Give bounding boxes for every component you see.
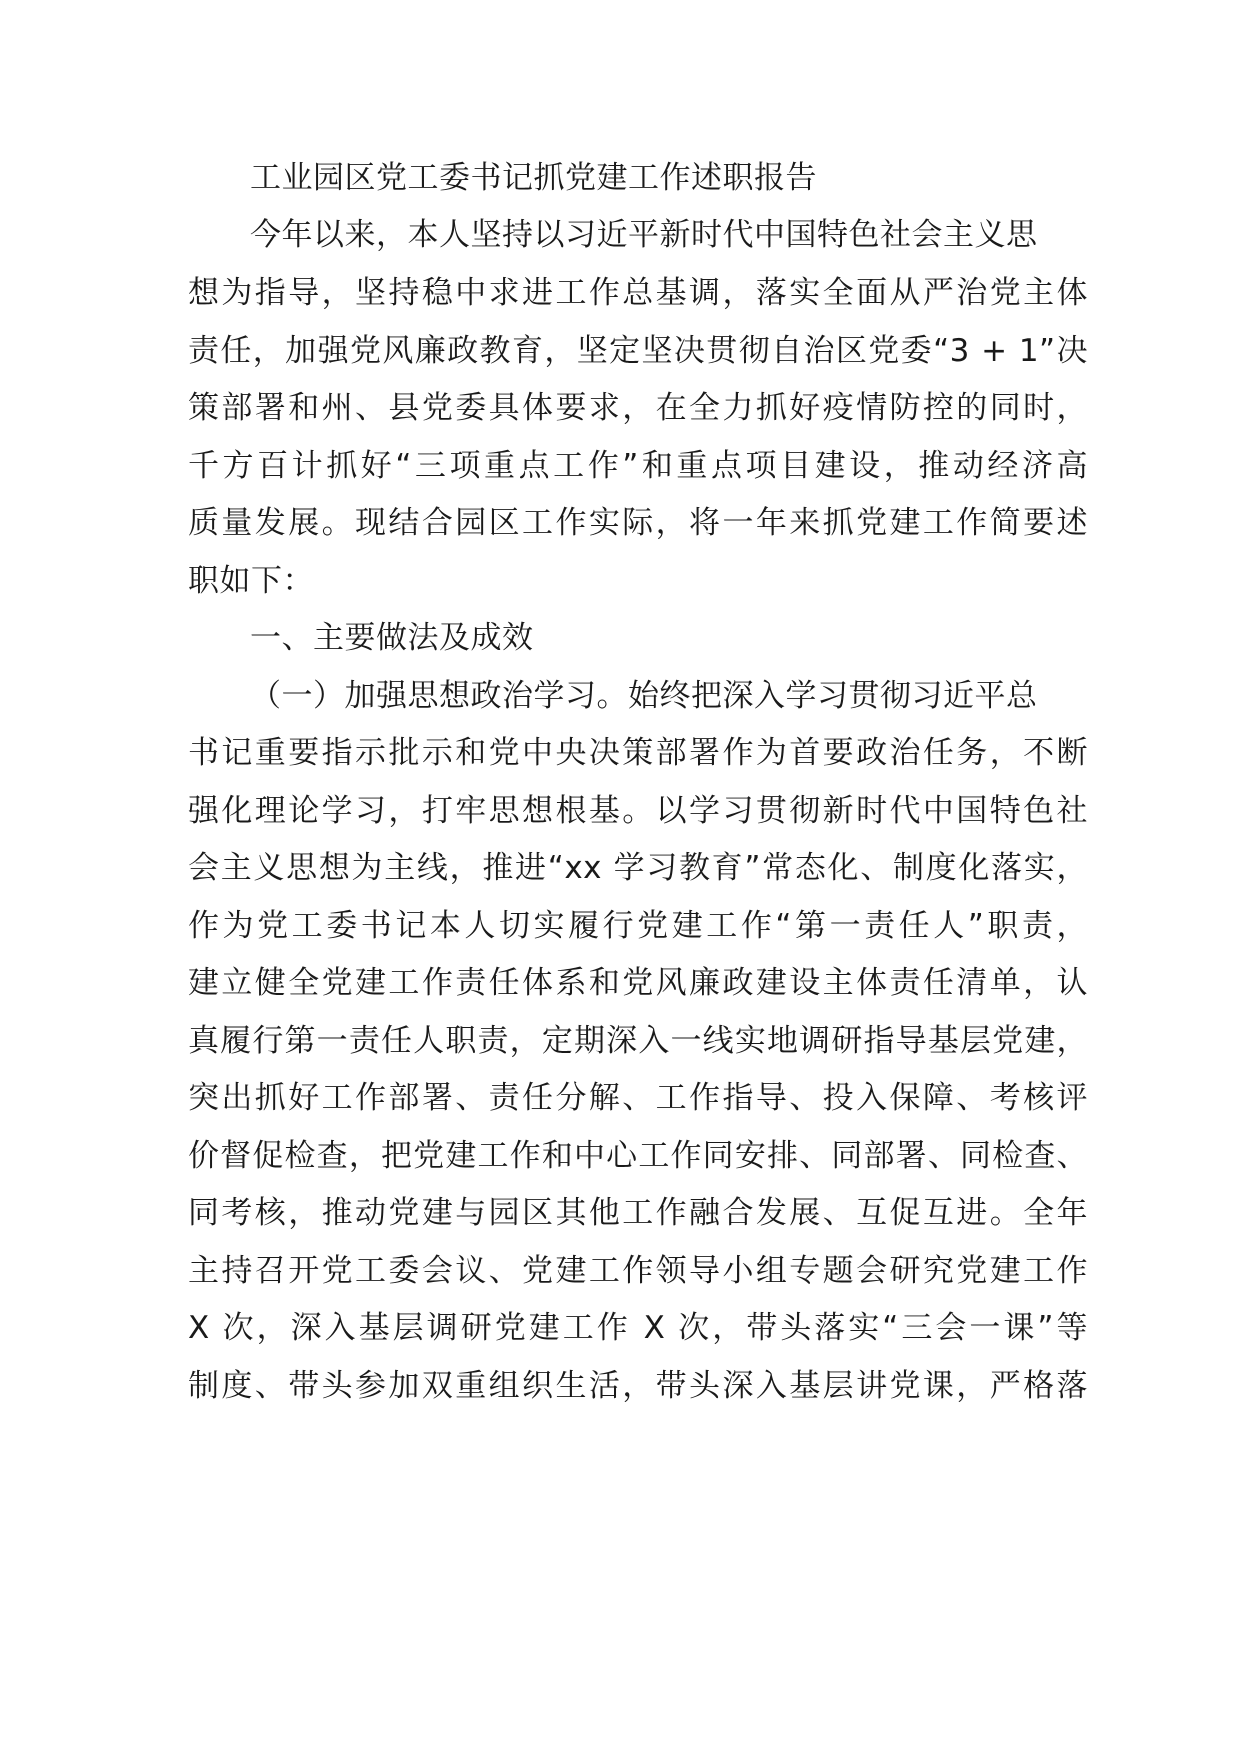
paragraph-line: （一）加强思想政治学习。始终把深入学习贯彻习近平总 [250, 678, 1038, 714]
paragraph-line: 策部署和州、县党委具体要求，在全力抓好疫情防控的同时， [188, 390, 1088, 426]
paragraph-line: 突出抓好工作部署、责任分解、工作指导、投入保障、考核评 [188, 1080, 1088, 1116]
paragraph-line: 价督促检查，把党建工作和中心工作同安排、同部署、同检查、 [188, 1138, 1088, 1174]
paragraph-line: 责任，加强党风廉政教育，坚定坚决贯彻自治区党委“3 + 1”决 [188, 333, 1088, 369]
paragraph-line: 作为党工委书记本人切实履行党建工作“第一责任人”职责， [188, 908, 1088, 944]
paragraph-line: 想为指导，坚持稳中求进工作总基调，落实全面从严治党主体 [188, 275, 1088, 311]
paragraph-line: 书记重要指示批示和党中央决策部署作为首要政治任务，不断 [188, 735, 1088, 771]
paragraph-line: 职如下： [188, 563, 314, 599]
paragraph-line: 真履行第一责任人职责，定期深入一线实地调研指导基层党建， [188, 1023, 1088, 1059]
paragraph-line: 千方百计抓好“三项重点工作”和重点项目建设，推动经济高 [188, 448, 1088, 484]
paragraph-line: 强化理论学习，打牢思想根基。以学习贯彻新时代中国特色社 [188, 793, 1088, 829]
paragraph-line: 同考核，推动党建与园区其他工作融合发展、互促互进。全年 [188, 1195, 1088, 1231]
paragraph-line: 质量发展。现结合园区工作实际，将一年来抓党建工作简要述 [188, 505, 1088, 541]
paragraph-line: 建立健全党建工作责任体系和党风廉政建设主体责任清单，认 [188, 965, 1088, 1001]
document-title: 工业园区党工委书记抓党建工作述职报告 [250, 160, 817, 196]
paragraph-line: X 次，深入基层调研党建工作 X 次，带头落实“三会一课”等 [188, 1310, 1088, 1346]
paragraph-line: 主持召开党工委会议、党建工作领导小组专题会研究党建工作 [188, 1253, 1088, 1289]
paragraph-line: 今年以来，本人坚持以习近平新时代中国特色社会主义思 [250, 217, 1038, 253]
paragraph-line: 制度、带头参加双重组织生活，带头深入基层讲党课，严格落 [188, 1368, 1088, 1404]
paragraph-line: 会主义思想为主线，推进“xx 学习教育”常态化、制度化落实， [188, 850, 1088, 886]
section-heading: 一、主要做法及成效 [250, 620, 534, 656]
